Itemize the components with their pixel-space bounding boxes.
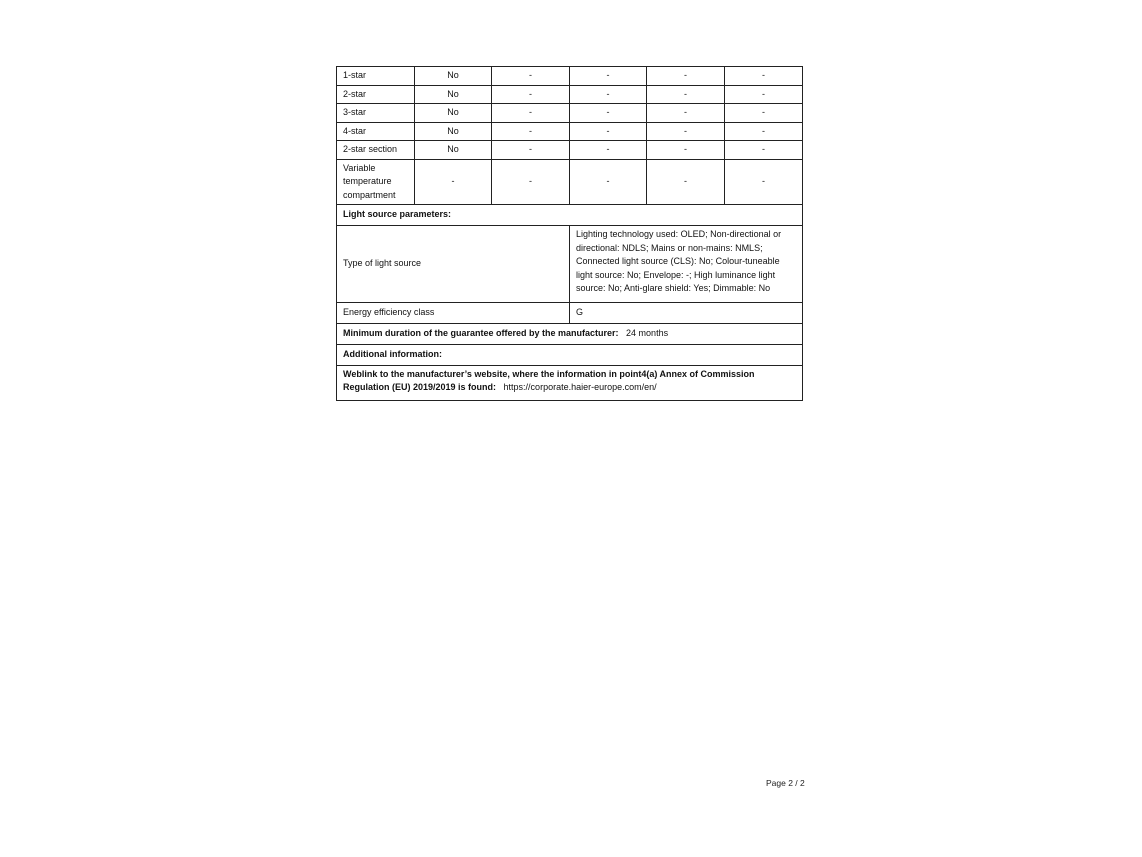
star-row (337, 67, 803, 86)
star-row-label: 1-star (337, 67, 415, 86)
cell: - (570, 159, 647, 205)
star-row (337, 122, 803, 141)
additional-info-row (337, 344, 803, 365)
guarantee-row (337, 323, 803, 344)
energy-class-label: Energy efficiency class (337, 302, 570, 323)
variable-temperature-row (337, 159, 803, 205)
cell: - (570, 104, 647, 123)
light-source-type-row (337, 226, 803, 303)
star-row (337, 85, 803, 104)
cell: - (492, 122, 570, 141)
cell: - (647, 67, 725, 86)
light-source-type-value: Lighting technology used: OLED; Non-directional or directional: NDLS; Mains or non-mains: NMLS; Connected light source (CLS): No; Colour-tuneable light source: No; Envelope: -; High luminance light source: No; Anti-glare shield: Yes; Dimmable: No (570, 226, 803, 303)
page-number: Page 2 / 2 (766, 778, 805, 788)
additional-info-label: Additional information: (337, 344, 803, 365)
cell: - (725, 141, 803, 160)
cell: - (415, 159, 492, 205)
guarantee-cell (337, 323, 803, 344)
weblink-url[interactable]: https://corporate.haier-europe.com/en/ (503, 382, 657, 392)
cell: No (415, 122, 492, 141)
energy-class-row (337, 302, 803, 323)
cell: - (725, 104, 803, 123)
cell: - (570, 85, 647, 104)
cell: - (570, 67, 647, 86)
cell: - (725, 122, 803, 141)
cell: No (415, 141, 492, 160)
cell: No (415, 85, 492, 104)
energy-class-value: G (570, 302, 803, 323)
guarantee-value: 24 months (626, 327, 669, 338)
cell: - (492, 141, 570, 160)
star-row (337, 141, 803, 160)
cell: - (647, 85, 725, 104)
cell: - (492, 104, 570, 123)
cell: - (570, 141, 647, 160)
weblink-row (337, 365, 803, 400)
cell: - (570, 122, 647, 141)
cell: - (725, 159, 803, 205)
cell: - (647, 104, 725, 123)
star-row-label: 2-star section (337, 141, 415, 160)
variable-temperature-label: Variable temperature compartment (337, 159, 415, 205)
light-source-type-label: Type of light source (337, 226, 570, 303)
cell: - (647, 141, 725, 160)
product-information-sheet (336, 66, 802, 401)
cell: - (647, 159, 725, 205)
guarantee-label: Minimum duration of the guarantee offered by the manufacturer: (343, 327, 619, 338)
cell: - (647, 122, 725, 141)
compartment-table (336, 66, 803, 401)
star-row-label: 4-star (337, 122, 415, 141)
cell: - (725, 67, 803, 86)
cell: No (415, 104, 492, 123)
cell: - (492, 85, 570, 104)
star-row-label: 2-star (337, 85, 415, 104)
light-source-heading-row (337, 205, 803, 226)
cell: No (415, 67, 492, 86)
cell: - (492, 159, 570, 205)
cell: - (492, 67, 570, 86)
weblink-cell (337, 365, 803, 400)
cell: - (725, 85, 803, 104)
light-source-heading: Light source parameters: (337, 205, 803, 226)
weblink-label: Weblink to the manufacturer’s website, where the information in point4(a) Annex of Commission Regulation (EU) 2019/2019 is found: (343, 368, 755, 392)
star-row (337, 104, 803, 123)
star-row-label: 3-star (337, 104, 415, 123)
